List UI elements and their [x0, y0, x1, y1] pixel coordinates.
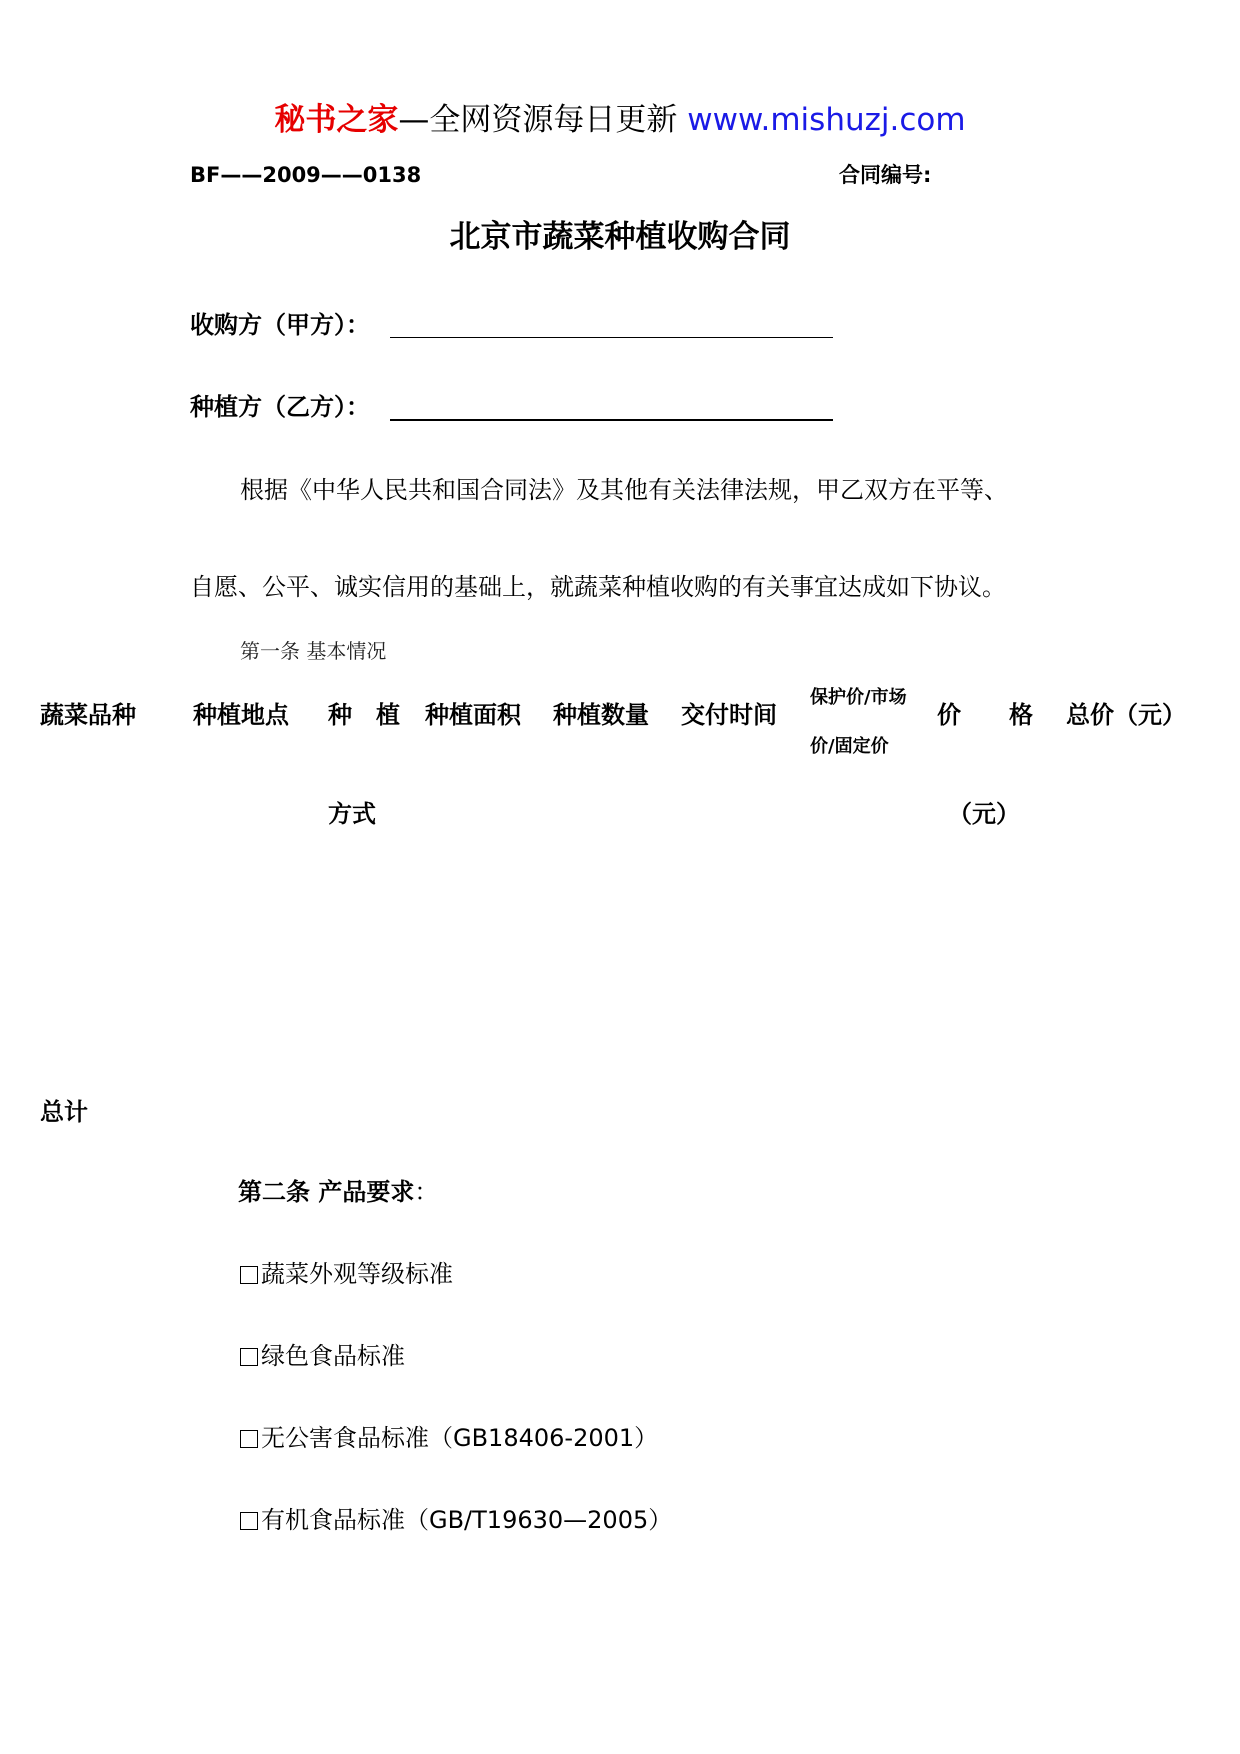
col-quantity: 种植数量 — [553, 701, 649, 729]
col-location: 种植地点 — [193, 701, 289, 729]
col-total: 总价（元） — [1066, 701, 1186, 729]
article-2-colon: ： — [414, 1178, 439, 1206]
col-price-type: 保护价/市场 — [810, 687, 907, 708]
col-price: 价 格 — [937, 701, 1033, 729]
option-pollution-free-standard[interactable] — [240, 1423, 658, 1453]
col-method: 种 植 — [328, 701, 400, 729]
option-label: 绿色食品标准 — [261, 1342, 405, 1370]
option-green-food-standard[interactable] — [240, 1341, 405, 1371]
option-organic-standard[interactable] — [240, 1505, 672, 1535]
site-banner — [0, 100, 1240, 140]
banner-tagline: —全网资源每日更新 — [398, 102, 678, 138]
col-area: 种植面积 — [425, 701, 521, 729]
option-label: 无公害食品标准（GB18406-2001） — [261, 1424, 659, 1452]
checkbox-icon[interactable] — [240, 1430, 258, 1448]
article-2-title: 第二条 产品要求 — [238, 1178, 415, 1206]
checkbox-icon[interactable] — [240, 1512, 258, 1530]
contract-title: 北京市蔬菜种植收购合同 — [449, 219, 791, 255]
grower-label: 种植方（乙方）： — [190, 393, 370, 421]
table-total-label: 总计 — [40, 1098, 88, 1126]
banner-brand: 秘书之家 — [274, 102, 399, 138]
buyer-blank-line — [390, 337, 833, 338]
contract-number-label: 合同编号: — [839, 163, 932, 187]
document-code: BF——2009——0138 — [190, 163, 422, 187]
checkbox-icon[interactable] — [240, 1348, 258, 1366]
option-label: 有机食品标准（GB/T19630—2005） — [261, 1506, 673, 1534]
buyer-label: 收购方（甲方）： — [190, 311, 370, 339]
col-variety: 蔬菜品种 — [40, 701, 136, 729]
col-price-type-cont: 价/固定价 — [810, 736, 889, 757]
grower-blank-line — [390, 419, 833, 421]
article-1-heading: 第一条 基本情况 — [240, 639, 387, 663]
col-delivery: 交付时间 — [681, 701, 777, 729]
col-price-unit: （元） — [948, 800, 1020, 828]
intro-line-1: 根据《中华人民共和国合同法》及其他有关法律法规，甲乙双方在平等、 — [240, 476, 1008, 504]
col-method-cont: 方式 — [328, 800, 376, 828]
option-label: 蔬菜外观等级标准 — [261, 1260, 453, 1288]
option-appearance-standard[interactable] — [240, 1259, 453, 1289]
banner-url-link[interactable]: www.mishuzj.com — [687, 102, 966, 138]
article-2-heading — [238, 1177, 438, 1207]
checkbox-icon[interactable] — [240, 1266, 258, 1284]
intro-line-2: 自愿、公平、诚实信用的基础上，就蔬菜种植收购的有关事宜达成如下协议。 — [190, 573, 1006, 601]
